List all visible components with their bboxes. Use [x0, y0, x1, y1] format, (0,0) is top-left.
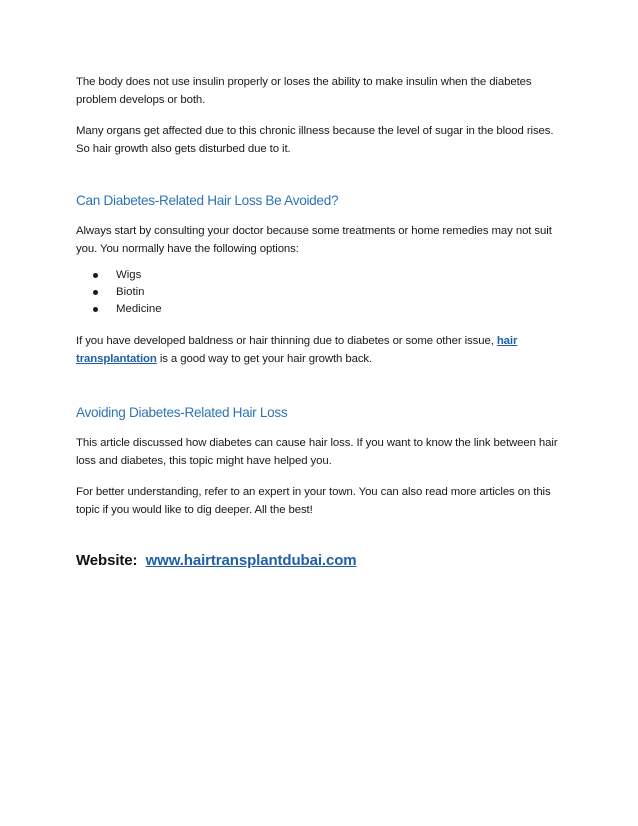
paragraph-better-understanding: For better understanding, refer to an expert in your town. You can also read more articles on this topic if you would like to dig deeper. All the best! — [76, 486, 551, 516]
document-body — [76, 73, 566, 571]
spacer — [76, 171, 566, 192]
paragraph-text: is a good way to get your hair growth back. — [156, 353, 373, 365]
options-list — [76, 267, 566, 318]
website-label: Website: — [76, 552, 138, 569]
hair-transplantation-link[interactable]: hair transplantation — [76, 335, 518, 365]
paragraph-baldness — [76, 332, 566, 368]
spacer — [76, 532, 566, 551]
website-link[interactable]: www.hairtransplantdubai.com — [145, 552, 357, 569]
list-item — [76, 284, 566, 301]
paragraph-consult-doctor: Always start by consulting your doctor because some treatments or home remedies may not suit you. You normally have the following options: — [76, 225, 552, 255]
heading-can-avoid: Can Diabetes-Related Hair Loss Be Avoided? — [76, 193, 339, 208]
list-item — [76, 267, 566, 284]
paragraph-insulin: The body does not use insulin properly or loses the ability to make insulin when the diabetes problem develops or both. — [76, 76, 532, 106]
heading-avoiding: Avoiding Diabetes-Related Hair Loss — [76, 405, 288, 420]
paragraph-text: If you have developed baldness or hair thinning due to diabetes or some other issue, — [76, 335, 497, 347]
spacer — [76, 381, 566, 404]
bullet-icon — [93, 273, 98, 278]
website-line — [76, 551, 566, 571]
bullet-icon — [93, 307, 98, 312]
list-item — [76, 301, 566, 318]
list-item-label: Biotin — [116, 286, 145, 298]
bullet-icon — [93, 290, 98, 295]
paragraph-organs: Many organs get affected due to this chronic illness because the level of sugar in the blood rises. So hair growth also gets disturbed due to it. — [76, 125, 554, 155]
list-item-label: Medicine — [116, 303, 162, 315]
paragraph-article-discussed: This article discussed how diabetes can cause hair loss. If you want to know the link between hair loss and diabetes, this topic might have helped you. — [76, 437, 558, 467]
list-item-label: Wigs — [116, 269, 142, 281]
